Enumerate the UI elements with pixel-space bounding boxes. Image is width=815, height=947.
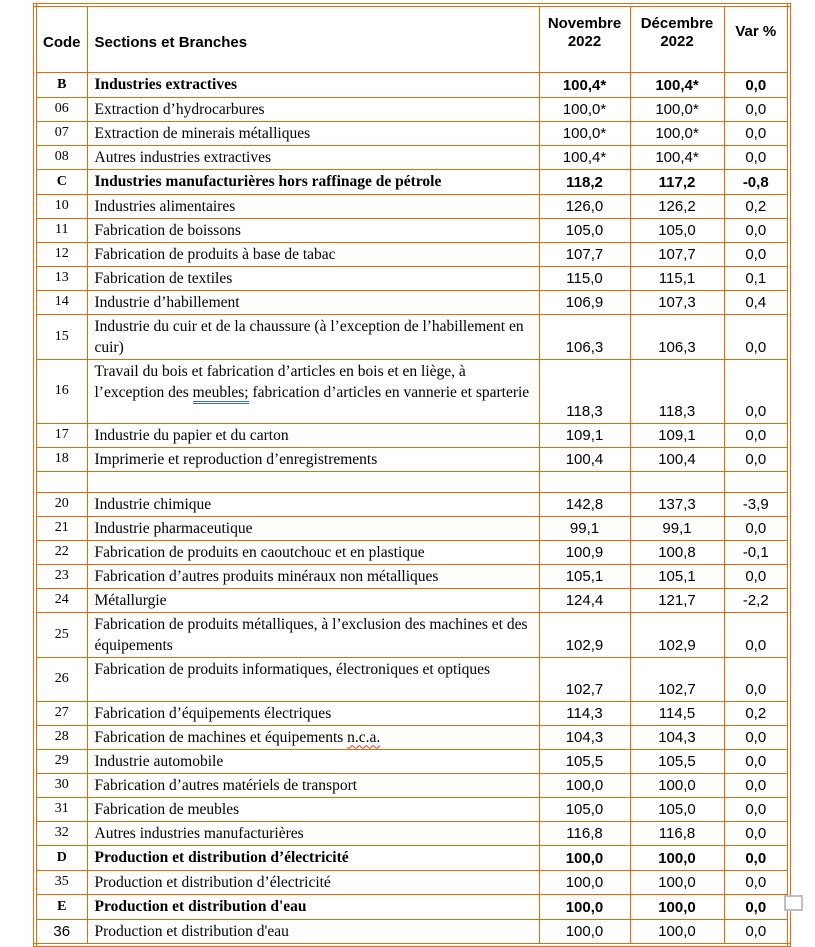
row-var-value: 0,0 [724, 894, 789, 919]
row-decembre-value: 100,0* [630, 121, 724, 145]
table-row [35, 194, 789, 218]
row-novembre-value: 100,0 [539, 773, 630, 797]
row-var-value: 0,1 [724, 266, 789, 290]
table-row [35, 314, 789, 359]
row-label-cell: Fabrication d’autres matériels de transport [87, 773, 539, 797]
row-label-cell: Industrie du cuir et de la chaussure (à l’exception de l’habillement en cuir) [87, 314, 539, 359]
table-row [35, 447, 789, 471]
row-code-cell: 11 [35, 218, 87, 242]
row-label-cell: Production et distribution d’électricité [87, 870, 539, 894]
label-text: Travail du bois et fabrication d’articles en bois et en liège, à l’exception des [94, 362, 466, 401]
row-decembre-value: 100,0 [630, 870, 724, 894]
row-var-value: 0,0 [724, 870, 789, 894]
row-var-value: 0,0 [724, 845, 789, 870]
row-decembre-value: 115,1 [630, 266, 724, 290]
row-novembre-value: 107,7 [539, 242, 630, 266]
row-var-value: 0,0 [724, 612, 789, 657]
row-novembre-value: 100,0* [539, 97, 630, 121]
row-novembre-value: 102,9 [539, 612, 630, 657]
row-code-cell: 24 [35, 588, 87, 612]
table-row [35, 564, 789, 588]
row-decembre-value: 105,1 [630, 564, 724, 588]
row-label-cell: Industries alimentaires [87, 194, 539, 218]
table-row [35, 612, 789, 657]
row-label-cell [87, 359, 539, 423]
row-novembre-value: 100,4* [539, 145, 630, 169]
row-code-cell: 14 [35, 290, 87, 314]
row-label-cell [87, 725, 539, 749]
row-decembre-value: 104,3 [630, 725, 724, 749]
row-var-value: -0,1 [724, 540, 789, 564]
row-label-cell: Industrie chimique [87, 492, 539, 516]
row-code-cell: 15 [35, 314, 87, 359]
row-label-cell: Industrie d’habillement [87, 290, 539, 314]
row-label-cell: Fabrication de produits à base de tabac [87, 242, 539, 266]
table-row [35, 121, 789, 145]
label-text: Fabrication de machines et équipements [94, 728, 348, 746]
row-var-value: 0,2 [724, 194, 789, 218]
row-label-cell: Production et distribution d'eau [87, 919, 539, 945]
row-var-value: 0,0 [724, 314, 789, 359]
row-code-cell: E [35, 894, 87, 919]
row-var-value: 0,0 [724, 725, 789, 749]
table-row [35, 72, 789, 97]
row-label-cell [87, 471, 539, 492]
row-decembre-value: 100,0 [630, 773, 724, 797]
row-label-cell: Autres industries manufacturières [87, 821, 539, 845]
row-label-cell: Industries manufacturières hors raffinage de pétrole [87, 169, 539, 194]
table-row [35, 290, 789, 314]
row-code-cell: C [35, 169, 87, 194]
row-novembre-value: 100,0 [539, 919, 630, 945]
row-novembre-value: 105,5 [539, 749, 630, 773]
row-novembre-value: 118,2 [539, 169, 630, 194]
row-decembre-value: 100,0 [630, 919, 724, 945]
table-row [35, 540, 789, 564]
row-novembre-value: 142,8 [539, 492, 630, 516]
table-row [35, 773, 789, 797]
row-decembre-value: 102,9 [630, 612, 724, 657]
row-var-value: 0,0 [724, 657, 789, 701]
row-label-cell: Extraction de minerais métalliques [87, 121, 539, 145]
row-code-cell: 23 [35, 564, 87, 588]
row-code-cell: 20 [35, 492, 87, 516]
table-row [35, 588, 789, 612]
row-decembre-value: 100,4* [630, 145, 724, 169]
table-row [35, 516, 789, 540]
row-novembre-value: 106,9 [539, 290, 630, 314]
table-row [35, 821, 789, 845]
row-decembre-value [630, 471, 724, 492]
row-novembre-value: 104,3 [539, 725, 630, 749]
header-decembre-2022: Décembre 2022 [630, 5, 724, 72]
row-decembre-value: 117,2 [630, 169, 724, 194]
row-decembre-value: 102,7 [630, 657, 724, 701]
table-row [35, 797, 789, 821]
row-var-value: -2,2 [724, 588, 789, 612]
row-var-value: 0,0 [724, 359, 789, 423]
row-decembre-value: 109,1 [630, 423, 724, 447]
row-var-value: 0,0 [724, 72, 789, 97]
row-novembre-value: 100,4 [539, 447, 630, 471]
row-label-cell: Fabrication d’autres produits minéraux non métalliques [87, 564, 539, 588]
table-row [35, 870, 789, 894]
row-decembre-value: 105,0 [630, 218, 724, 242]
row-label-cell: Fabrication de boissons [87, 218, 539, 242]
row-code-cell: 36 [35, 919, 87, 945]
row-code-cell: 13 [35, 266, 87, 290]
row-novembre-value: 100,0 [539, 870, 630, 894]
row-code-cell: 06 [35, 97, 87, 121]
row-var-value: 0,0 [724, 97, 789, 121]
row-var-value: 0,0 [724, 919, 789, 945]
row-var-value: 0,0 [724, 145, 789, 169]
header-sections-branches: Sections et Branches [87, 5, 539, 72]
row-code-cell: 31 [35, 797, 87, 821]
table-row [35, 145, 789, 169]
table-row [35, 919, 789, 945]
production-indices-table [33, 3, 791, 947]
row-label-cell: Fabrication de meubles [87, 797, 539, 821]
row-label-cell: Fabrication de produits métalliques, à l’exclusion des machines et des équipements [87, 612, 539, 657]
row-code-cell [35, 471, 87, 492]
row-decembre-value: 107,7 [630, 242, 724, 266]
row-code-cell: 27 [35, 701, 87, 725]
row-decembre-value: 116,8 [630, 821, 724, 845]
row-code-cell: 16 [35, 359, 87, 423]
row-label-cell: Production et distribution d’électricité [87, 845, 539, 870]
row-label-cell: Extraction d’hydrocarbures [87, 97, 539, 121]
row-decembre-value: 114,5 [630, 701, 724, 725]
header-row [35, 5, 789, 72]
row-novembre-value: 114,3 [539, 701, 630, 725]
table-row [35, 657, 789, 701]
row-var-value: -3,9 [724, 492, 789, 516]
table-row [35, 266, 789, 290]
row-novembre-value: 118,3 [539, 359, 630, 423]
row-code-cell: B [35, 72, 87, 97]
row-label-cell: Fabrication d’équipements électriques [87, 701, 539, 725]
row-novembre-value: 105,1 [539, 564, 630, 588]
row-var-value: 0,0 [724, 797, 789, 821]
row-label-cell: Production et distribution d'eau [87, 894, 539, 919]
row-novembre-value: 100,9 [539, 540, 630, 564]
row-code-cell: 35 [35, 870, 87, 894]
row-novembre-value: 105,0 [539, 797, 630, 821]
row-label-cell: Industrie automobile [87, 749, 539, 773]
row-novembre-value: 102,7 [539, 657, 630, 701]
row-var-value: 0,0 [724, 773, 789, 797]
row-label-cell: Fabrication de produits en caoutchouc et en plastique [87, 540, 539, 564]
row-decembre-value: 107,3 [630, 290, 724, 314]
row-label-cell: Autres industries extractives [87, 145, 539, 169]
row-novembre-value: 124,4 [539, 588, 630, 612]
header-var-percent: Var % [724, 5, 789, 72]
row-decembre-value: 106,3 [630, 314, 724, 359]
row-novembre-value: 100,4* [539, 72, 630, 97]
row-code-cell: 22 [35, 540, 87, 564]
row-novembre-value: 99,1 [539, 516, 630, 540]
row-decembre-value: 100,0* [630, 97, 724, 121]
table-row [35, 218, 789, 242]
row-code-cell: 21 [35, 516, 87, 540]
row-var-value: 0,0 [724, 821, 789, 845]
row-decembre-value: 105,0 [630, 797, 724, 821]
spell-check-underline: n.c.a. [347, 728, 381, 746]
row-label-cell: Industries extractives [87, 72, 539, 97]
row-novembre-value [539, 471, 630, 492]
row-label-cell: Métallurgie [87, 588, 539, 612]
row-code-cell: 30 [35, 773, 87, 797]
table-row [35, 845, 789, 870]
row-decembre-value: 100,4* [630, 72, 724, 97]
row-decembre-value: 118,3 [630, 359, 724, 423]
table-row [35, 423, 789, 447]
table-row [35, 169, 789, 194]
header-novembre-2022: Novembre 2022 [539, 5, 630, 72]
table-row [35, 701, 789, 725]
row-decembre-value: 100,4 [630, 447, 724, 471]
row-label-cell: Fabrication de produits informatiques, électroniques et optiques [87, 657, 539, 701]
row-code-cell: D [35, 845, 87, 870]
table-row [35, 242, 789, 266]
row-var-value: 0,0 [724, 242, 789, 266]
row-novembre-value: 126,0 [539, 194, 630, 218]
row-code-cell: 28 [35, 725, 87, 749]
row-code-cell: 10 [35, 194, 87, 218]
row-var-value: -0,8 [724, 169, 789, 194]
row-decembre-value: 105,5 [630, 749, 724, 773]
table-row [35, 97, 789, 121]
table-row [35, 359, 789, 423]
row-label-cell: Industrie du papier et du carton [87, 423, 539, 447]
row-label-cell: Imprimerie et reproduction d’enregistrements [87, 447, 539, 471]
row-var-value: 0,2 [724, 701, 789, 725]
row-decembre-value: 126,2 [630, 194, 724, 218]
row-novembre-value: 116,8 [539, 821, 630, 845]
header-code: Code [35, 5, 87, 72]
row-code-cell: 08 [35, 145, 87, 169]
row-var-value: 0,0 [724, 516, 789, 540]
label-text: fabrication d’articles en vannerie et sparterie [248, 383, 530, 401]
table-row-empty [35, 471, 789, 492]
row-code-cell: 26 [35, 657, 87, 701]
row-decembre-value: 121,7 [630, 588, 724, 612]
row-var-value: 0,0 [724, 121, 789, 145]
row-var-value: 0,0 [724, 749, 789, 773]
table-header [35, 5, 789, 72]
row-code-cell: 32 [35, 821, 87, 845]
row-decembre-value: 99,1 [630, 516, 724, 540]
row-novembre-value: 100,0 [539, 845, 630, 870]
row-var-value: 0,0 [724, 564, 789, 588]
row-novembre-value: 106,3 [539, 314, 630, 359]
row-var-value [724, 471, 789, 492]
row-novembre-value: 115,0 [539, 266, 630, 290]
row-decembre-value: 100,8 [630, 540, 724, 564]
table-body [35, 72, 789, 945]
row-code-cell: 18 [35, 447, 87, 471]
row-var-value: 0,4 [724, 290, 789, 314]
row-code-cell: 12 [35, 242, 87, 266]
row-code-cell: 25 [35, 612, 87, 657]
row-novembre-value: 100,0 [539, 894, 630, 919]
row-var-value: 0,0 [724, 218, 789, 242]
row-decembre-value: 137,3 [630, 492, 724, 516]
table-row [35, 492, 789, 516]
row-label-cell: Fabrication de textiles [87, 266, 539, 290]
row-code-cell: 17 [35, 423, 87, 447]
row-decembre-value: 100,0 [630, 845, 724, 870]
grammar-check-underline: meubles; [193, 384, 249, 404]
table-resize-handle-icon[interactable] [784, 895, 803, 911]
row-novembre-value: 100,0* [539, 121, 630, 145]
row-var-value: 0,0 [724, 447, 789, 471]
row-var-value: 0,0 [724, 423, 789, 447]
table-row [35, 749, 789, 773]
row-label-cell: Industrie pharmaceutique [87, 516, 539, 540]
row-novembre-value: 109,1 [539, 423, 630, 447]
row-novembre-value: 105,0 [539, 218, 630, 242]
row-code-cell: 29 [35, 749, 87, 773]
row-code-cell: 07 [35, 121, 87, 145]
row-decembre-value: 100,0 [630, 894, 724, 919]
table-row [35, 894, 789, 919]
table-row [35, 725, 789, 749]
